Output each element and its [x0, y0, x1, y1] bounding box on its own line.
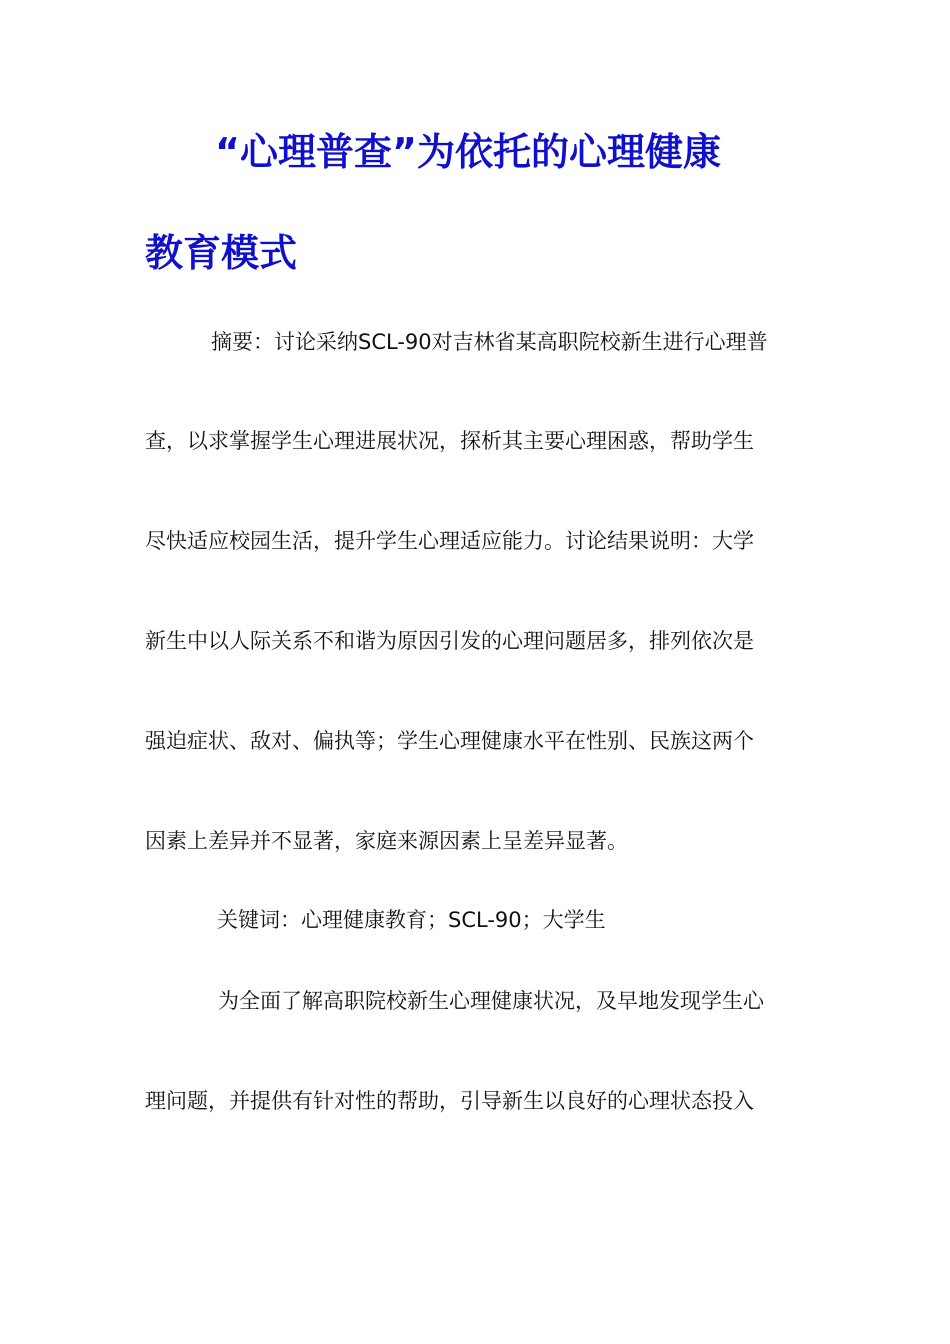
- abstract-line-6: 因素上差异并不显著，家庭来源因素上呈差异显著。: [145, 829, 628, 853]
- abstract-line-2: 查，以求掌握学生心理进展状况，探析其主要心理困惑，帮助学生: [145, 429, 754, 453]
- title-line-2: 教育模式: [145, 231, 298, 275]
- title-line-1: “心理普查”为依托的心理健康: [215, 130, 721, 174]
- keywords-line: 关键词：心理健康教育；SCL-90；大学生: [217, 908, 606, 932]
- abstract-line-4: 新生中以人际关系不和谐为原因引发的心理问题居多，排列依次是: [145, 629, 754, 653]
- body-line-1: 为全面了解高职院校新生心理健康状况，及早地发现学生心: [218, 989, 764, 1013]
- body-line-2: 理问题，并提供有针对性的帮助，引导新生以良好的心理状态投入: [145, 1089, 754, 1113]
- abstract-line-5: 强迫症状、敌对、偏执等；学生心理健康水平在性别、民族这两个: [145, 729, 754, 753]
- abstract-line-1: 摘要：讨论采纳SCL-90对吉林省某高职院校新生进行心理普: [211, 330, 768, 354]
- abstract-line-3: 尽快适应校园生活，提升学生心理适应能力。讨论结果说明：大学: [145, 529, 754, 553]
